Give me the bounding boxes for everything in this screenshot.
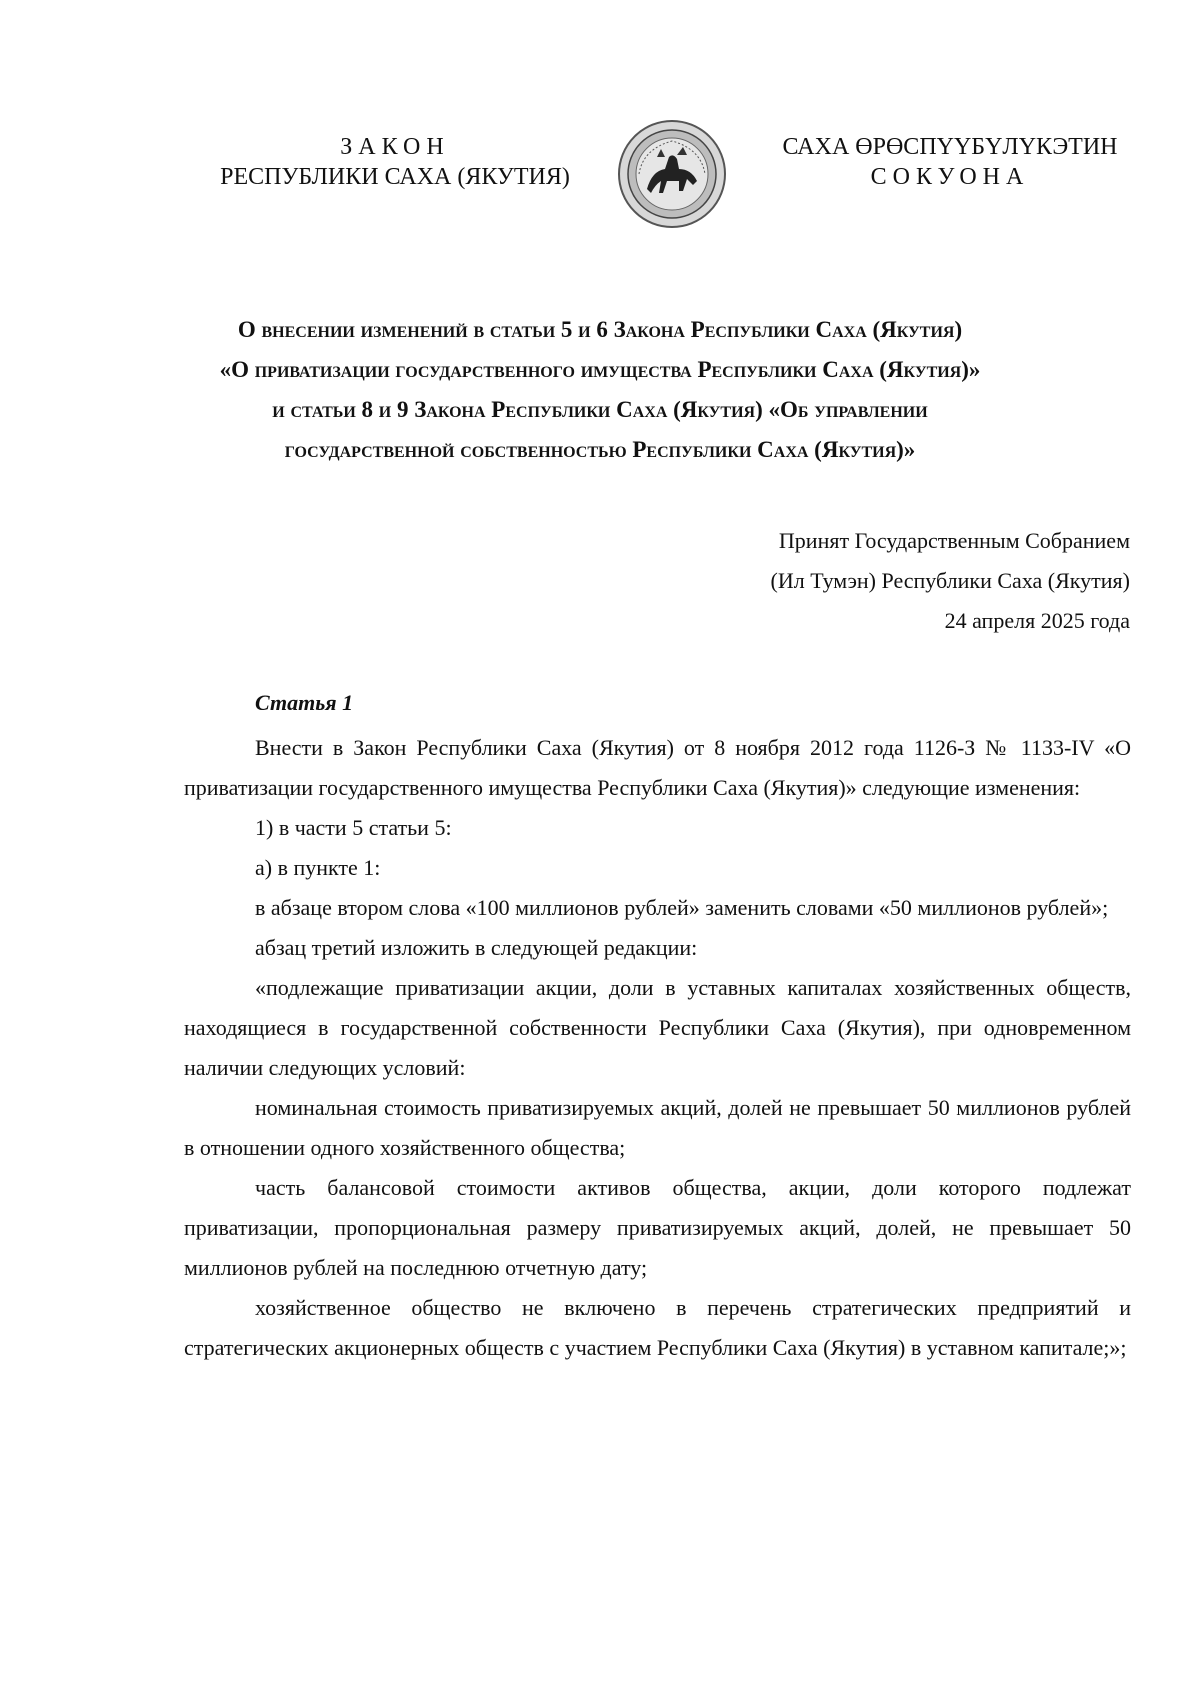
paragraph: в абзаце втором слова «100 миллионов рублей» заменить словами «50 миллионов рублей»; [255, 895, 1109, 920]
paragraph: 1) в части 5 статьи 5: [255, 815, 452, 840]
coat-of-arms-emblem-icon [617, 119, 727, 229]
law-title [150, 310, 1050, 470]
law-title-line: «О приватизации государственного имущества Республики Саха (Якутия)» [219, 357, 981, 382]
paragraph: Внести в Закон Республики Саха (Якутия) от 8 ноября 2012 года 1126-З № 1133-IV «О приватизации государственного имущества Республики Саха (Якутия)» следующие изменения: [184, 735, 1131, 800]
law-title-line: государственной собственностью Республики Саха (Якутия)» [284, 437, 916, 462]
paragraph: часть балансовой стоимости активов общества, акции, доли которого подлежат приватизации, пропорциональная размеру приватизируемых акций, долей, не превышает 50 миллионов рублей на последнюю отчетную дату; [184, 1175, 1131, 1280]
paragraph: «подлежащие приватизации акции, доли в уставных капиталах хозяйственных обществ, находящиеся в государственной собственности Республики Саха (Якутия), при одновременном наличии следующих условий: [184, 975, 1131, 1080]
adoption-date: 24 апреля 2025 года [944, 608, 1130, 633]
article-1-title: Статья 1 [255, 690, 354, 715]
paragraph: а) в пункте 1: [255, 855, 381, 880]
adoption-line: (Ил Тумэн) Республики Саха (Якутия) [770, 568, 1130, 593]
paragraph: хозяйственное общество не включено в перечень стратегических предприятий и стратегических акционерных обществ с участием Республики Саха (Якутия) в уставном капитале;»; [184, 1295, 1131, 1360]
adoption-line: Принят Государственным Собранием [778, 528, 1130, 553]
republic-name-ru: РЕСПУБЛИКИ САХА (ЯКУТИЯ) [220, 164, 570, 190]
republic-name-sakha: САХА ӨРӨСПҮҮБҮЛҮКЭТИН [782, 134, 1118, 160]
law-label-sakha: СОКУОНА [870, 164, 1030, 190]
header-right [770, 132, 1130, 192]
article-1-body [184, 728, 1131, 1368]
law-title-line: и статьи 8 и 9 Закона Республики Саха (Якутия) «Об управлении [272, 397, 928, 422]
paragraph: абзац третий изложить в следующей редакции: [255, 935, 698, 960]
paragraph: номинальная стоимость приватизируемых акций, долей не превышает 50 миллионов рублей в отношении одного хозяйственного общества; [184, 1095, 1131, 1160]
adoption-block [771, 521, 1130, 641]
header-left [205, 132, 585, 192]
law-title-line: О внесении изменений в статьи 5 и 6 Закона Республики Саха (Якутия) [237, 317, 963, 342]
law-label-ru: ЗАКОН [340, 134, 450, 160]
